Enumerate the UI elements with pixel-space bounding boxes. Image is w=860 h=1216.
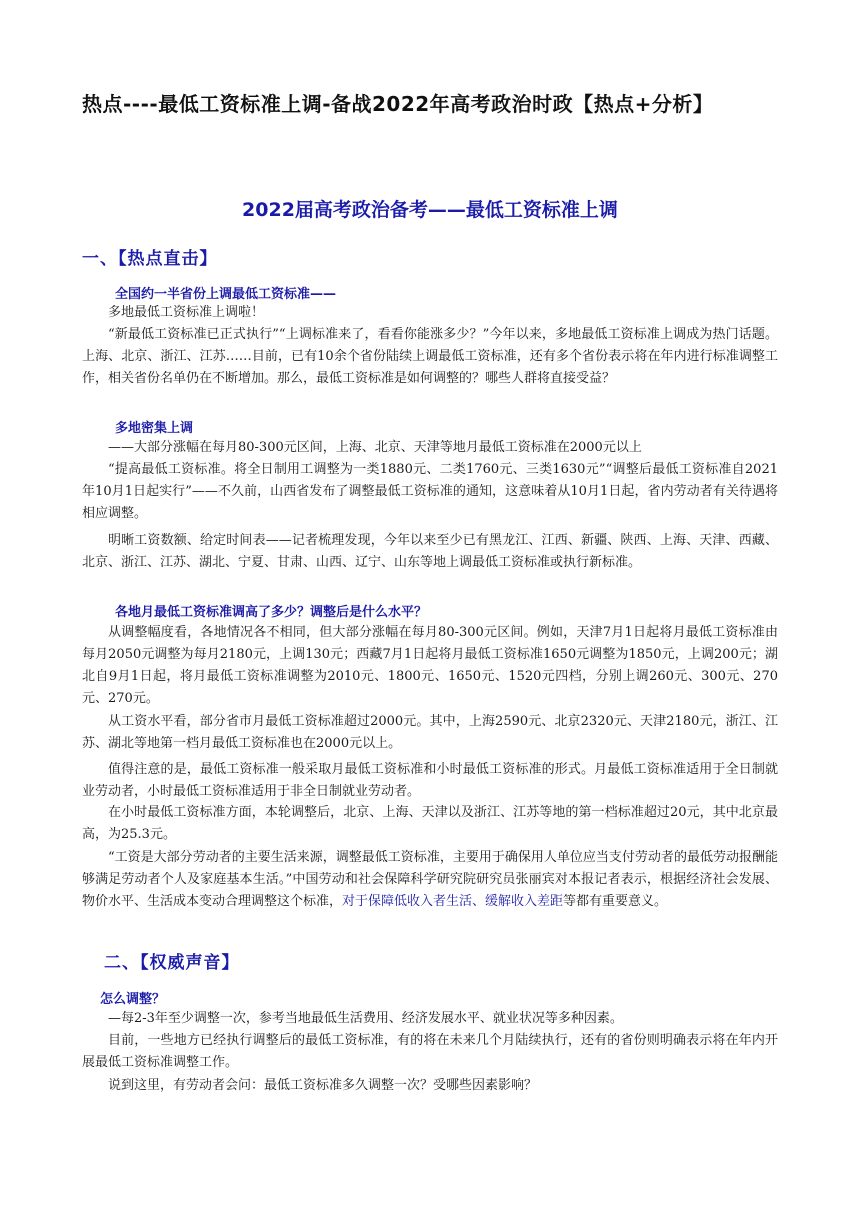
paragraph: 值得注意的是，最低工资标准一般采取月最低工资标准和小时最低工资标准的形式。月最低工资标准适用于全日制就业劳动者，小时最低工资标准适用于非全日制就业劳动者。 <box>82 762 778 799</box>
highlight-link[interactable]: 对于保障低收入者生活、缓解收入差距 <box>342 894 564 909</box>
paragraph: ——大部分涨幅在每月80-300元区间，上海、北京、天津等地月最低工资标准在2000元以上 <box>108 440 642 455</box>
quote-end: 等都有重要意义。 <box>563 894 668 909</box>
paragraph: 从工资水平看，部分省市月最低工资标准超过2000元。其中，上海2590元、北京2320元、天津2180元，浙江、江苏、湖北等地第一档月最低工资标准也在2000元以上。 <box>82 714 778 751</box>
paragraph: —每2-3年至少调整一次，参考当地最低生活费用、经济发展水平、就业状况等多种因素。 <box>108 1011 623 1026</box>
paragraph: “提高最低工资标准。将全日制用工调整为一类1880元、二类1760元、三类1630元”“调整后最低工资标准自2021年10月1日起实行”——不久前，山西省发布了调整最低工资标准的通知，这意味着从10月1日起，省内劳动者有关待遇将相应调整。 <box>82 462 778 521</box>
section-heading-hotspot: 一、【热点直击】 <box>82 249 218 269</box>
subheading-how-much: 各地月最低工资标准调高了多少？调整后是什么水平？ <box>115 605 428 620</box>
subheading-dense-raise: 多地密集上调 <box>115 421 194 436</box>
quote-text: “工资是大部分劳动者的主要生活来源，调整最低工资标准，主要用于确保用人单位应当支付劳动者的最低劳动报酬能够满足劳动者个人及家庭基本生活。”中国劳动和社会保障科学研究院研究员张丽宾对本报记者表示，根据经济社会发展、物价水平、生活成本变动合理调整这个标准， <box>82 850 778 909</box>
paragraph: 明晰工资数额、给定时间表——记者梳理发现，今年以来至少已有黑龙江、江西、新疆、陕西、上海、天津、西藏、北京、浙江、江苏、湖北、宁夏、甘肃、山西、辽宁、山东等地上调最低工资标准或执行新标准。 <box>82 533 778 570</box>
paragraph: 目前，一些地方已经执行调整后的最低工资标准，有的将在未来几个月陆续执行，还有的省份则明确表示将在年内开展最低工资标准调整工作。 <box>82 1033 778 1070</box>
document-title: 热点----最低工资标准上调-备战2022年高考政治时政【热点+分析】 <box>82 92 714 116</box>
paragraph: 在小时最低工资标准方面，本轮调整后，北京、上海、天津以及浙江、江苏等地的第一档标准超过20元，其中北京最高，为25.3元。 <box>82 805 778 842</box>
section-heading-authority: 二、【权威声音】 <box>104 953 240 973</box>
paragraph: “新最低工资标准已正式执行”“上调标准来了，看看你能涨多少？”今年以来，多地最低工资标准上调成为热门话题。上海、北京、浙江、江苏……目前，已有10余个省份陆续上调最低工资标准，还有多个省份表示将在年内进行标准调整工作，相关省份名单仍在不断增加。那么，最低工资标准是如何调整的？哪些人群将直接受益？ <box>82 327 778 386</box>
paragraph: 从调整幅度看，各地情况各不相同，但大部分涨幅在每月80-300元区间。例如，天津7月1日起将月最低工资标准由每月2050元调整为每月2180元，上调130元；西藏7月1日起将月最低工资标准1650元调整为1850元，上调200元；湖北自9月1日起，将月最低工资标准调整为2010元、1800元、1650元、1520元四档，分别上调260元、300元、270元、270元。 <box>82 625 778 706</box>
article-subtitle: 2022届高考政治备考——最低工资标准上调 <box>242 199 618 221</box>
subheading-half-provinces: 全国约一半省份上调最低工资标准—— <box>115 287 337 302</box>
paragraph: 说到这里，有劳动者会问：最低工资标准多久调整一次？受哪些因素影响？ <box>108 1078 538 1093</box>
paragraph-quote <box>82 847 778 913</box>
subheading-how-to-adjust: 怎么调整？ <box>100 992 166 1007</box>
paragraph: 多地最低工资标准上调啦！ <box>108 305 265 320</box>
